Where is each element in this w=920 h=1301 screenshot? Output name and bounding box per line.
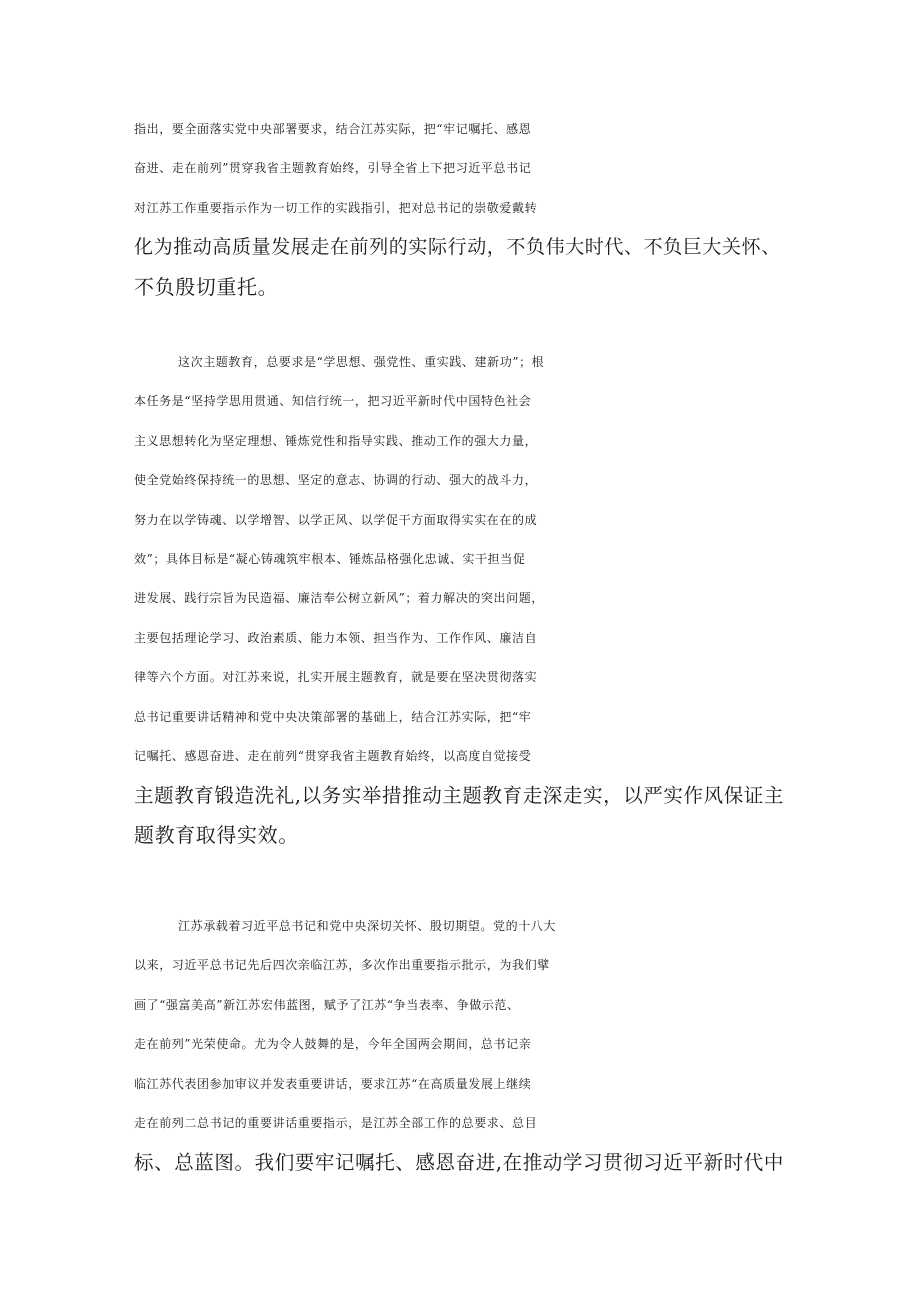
text-line: 律等六个方面。对江苏来说，扎实开展主题教育，就是要在坚决贯彻落实 — [134, 670, 538, 685]
text-line: 效”；具体目标是“凝心铸魂筑牢根本、锤炼品格强化忠诚、实干担当促 — [134, 551, 526, 566]
paragraph-1 — [134, 110, 781, 307]
text-line: 指出，要全面落实党中央部署要求，结合江苏实际，把“牢记嘱托、感恩 — [134, 122, 532, 136]
text-line: 以来，习近平总书记先后四次亲临江苏，多次作出重要指示批示，为我们擘 — [134, 958, 550, 973]
text-line: 这次主题教育，总要求是“学思想、强党性、重实践、建新功”；根 — [178, 355, 545, 369]
text-line: 题教育取得实效。 — [134, 822, 299, 847]
text-line: 临江苏代表团参加审议并发表重要讲话，要求江苏“在高质量发展上继续 — [134, 1076, 532, 1091]
text-line: 主义思想转化为坚定理想、锤炼党性和指导实践、推动工作的强大力量， — [134, 433, 538, 448]
text-line: 画了“强富美高”新江苏宏伟蓝图，赋予了江苏“争当表率、争做示范、 — [134, 997, 520, 1012]
text-line: 对江苏工作重要指示作为一切工作的实践指引，把对总书记的崇敬爱戴转 — [134, 200, 538, 215]
text-line: 化为推动高质量发展走在前列的实际行动，不负伟大时代、不负巨大关怀、 — [134, 236, 781, 259]
text-line: 主题教育锻造洗礼,以务实举措推动主题教育走深走实，以严实作风保证主 — [134, 784, 784, 808]
text-line: 不负殷切重托。 — [134, 274, 279, 299]
text-line: 奋进、走在前列”贯穿我省主题教育始终，引导全省上下把习近平总书记 — [134, 161, 532, 176]
text-line: 使全党始终保持统一的思想、坚定的意志、协调的行动、强大的战斗力， — [134, 473, 538, 488]
paragraph-3 — [134, 907, 784, 1183]
text-line: 记嘱托、感恩奋进、走在前列“贯穿我省主题教育始终，以高度自觉接受 — [134, 748, 532, 763]
text-line: 主要包括理论学习、政治素质、能力本领、担当作为、工作作风、廉洁自 — [134, 630, 538, 645]
text-line: 走在前列”光荣使命。尤为令人鼓舞的是，今年全国两会期间，总书记亲 — [134, 1037, 532, 1052]
text-line: 标、总蓝图。我们要牢记嘱托、感恩奋进,在推动学习贯彻习近平新时代中 — [134, 1151, 784, 1175]
paragraph-2 — [134, 343, 784, 855]
text-line: 总书记重要讲话精神和党中央决策部署的基础上，结合江苏实际，把“牢 — [134, 709, 532, 724]
text-line: 走在前列二总书记的重要讲话重要指示，是江苏全部工作的总要求、总目 — [134, 1115, 538, 1130]
text-line: 本任务是“坚持学思用贯通、知信行统一，把习近平新时代中国特色社会 — [134, 394, 532, 409]
text-line: 努力在以学铸魂、以学增智、以学正风、以学促干方面取得实实在在的成 — [134, 512, 538, 527]
text-line: 进发展、践行宗旨为民造福、廉洁奉公树立新风”；着力解决的突出问题， — [134, 591, 544, 606]
text-line: 江苏承载着习近平总书记和党中央深切关怀、殷切期望。党的十八大 — [178, 919, 557, 933]
